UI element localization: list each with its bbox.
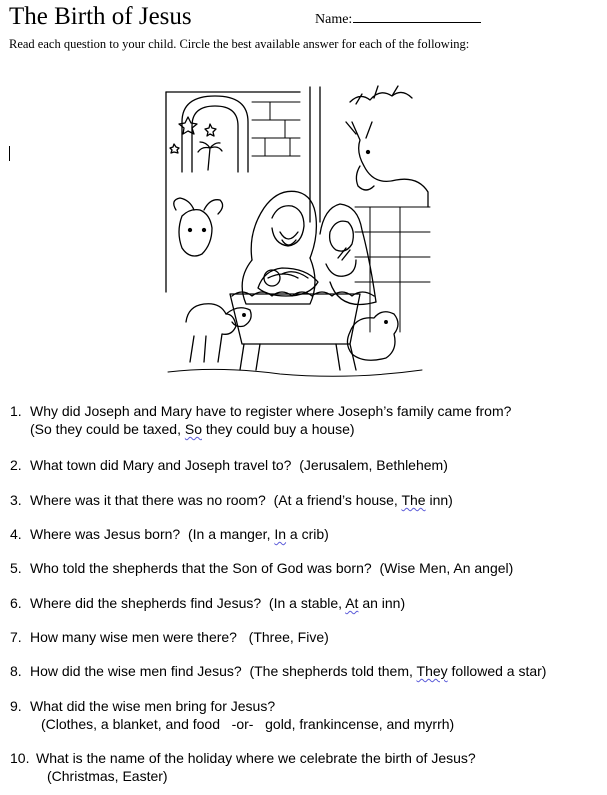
worksheet-title: The Birth of Jesus: [9, 3, 192, 30]
answer-choices: (Christmas, Easter): [47, 768, 168, 784]
answer-choices: (Three, Five): [244, 629, 329, 645]
question-text: What did the wise men bring for Jesus?: [30, 698, 276, 714]
text-cursor: [9, 146, 10, 161]
spellcheck-underlined-word: So: [184, 421, 202, 437]
question-number: 4.: [10, 526, 22, 542]
question-text: Where was Jesus born?: [30, 526, 181, 542]
question-text: What is the name of the holiday where we celebrate the birth of Jesus?: [36, 750, 476, 766]
name-label: Name:: [315, 12, 353, 27]
question-5: [10, 559, 513, 577]
spellcheck-underlined-word: At: [345, 595, 359, 611]
question-7: [10, 628, 329, 646]
question-text: Who told the shepherds that the Son of God was born?: [30, 560, 372, 576]
question-number: 5.: [10, 560, 22, 576]
instructions: Read each question to your child. Circle the best available answer for each of the following:: [9, 37, 470, 51]
answer-choices: (Jerusalem, Bethlehem): [299, 457, 448, 473]
question-6: [10, 594, 405, 612]
name-field: [315, 9, 481, 29]
name-blank-line[interactable]: [353, 9, 481, 23]
answer-choices: (Clothes, a blanket, and food -or- gold, frankincense, and myrrh): [41, 716, 455, 732]
question-text: How many wise men were there?: [30, 629, 237, 645]
nativity-scene-icon: [160, 82, 432, 380]
question-text: Why did Joseph and Mary have to register where Joseph’s family came from?: [30, 403, 512, 419]
question-number: 3.: [10, 492, 22, 508]
question-text: Where did the shepherds find Jesus?: [30, 595, 262, 611]
answer-choices: (At a friend’s house, The inn): [273, 492, 453, 508]
question-2: [10, 456, 448, 474]
answer-choices: (Wise Men, An angel): [379, 560, 514, 576]
spellcheck-underlined-word: In: [274, 526, 287, 542]
spellcheck-underlined-word: They: [416, 663, 448, 679]
question-number: 2.: [10, 457, 22, 473]
question-number: 1.: [10, 403, 22, 419]
question-3: [10, 491, 453, 509]
answer-choices: (The shepherds told them, They followed a star): [249, 663, 547, 679]
question-number: 6.: [10, 595, 22, 611]
answer-choices: (So they could be taxed, So they could buy a house): [30, 421, 355, 437]
question-4: [10, 525, 329, 543]
question-9: [10, 697, 454, 733]
question-number: 10.: [10, 750, 30, 766]
question-number: 9.: [10, 698, 22, 714]
question-8: [10, 662, 546, 680]
question-text: How did the wise men find Jesus?: [30, 663, 242, 679]
question-text: What town did Mary and Joseph travel to?: [30, 457, 292, 473]
answer-choices: (In a manger, In a crib): [187, 526, 329, 542]
answer-choices: (In a stable, At an inn): [268, 595, 406, 611]
question-number: 7.: [10, 629, 22, 645]
question-text: Where was it that there was no room?: [30, 492, 266, 508]
question-1: [10, 402, 511, 438]
question-10: [10, 749, 476, 785]
question-number: 8.: [10, 663, 22, 679]
spellcheck-underlined-word: The: [401, 492, 426, 508]
